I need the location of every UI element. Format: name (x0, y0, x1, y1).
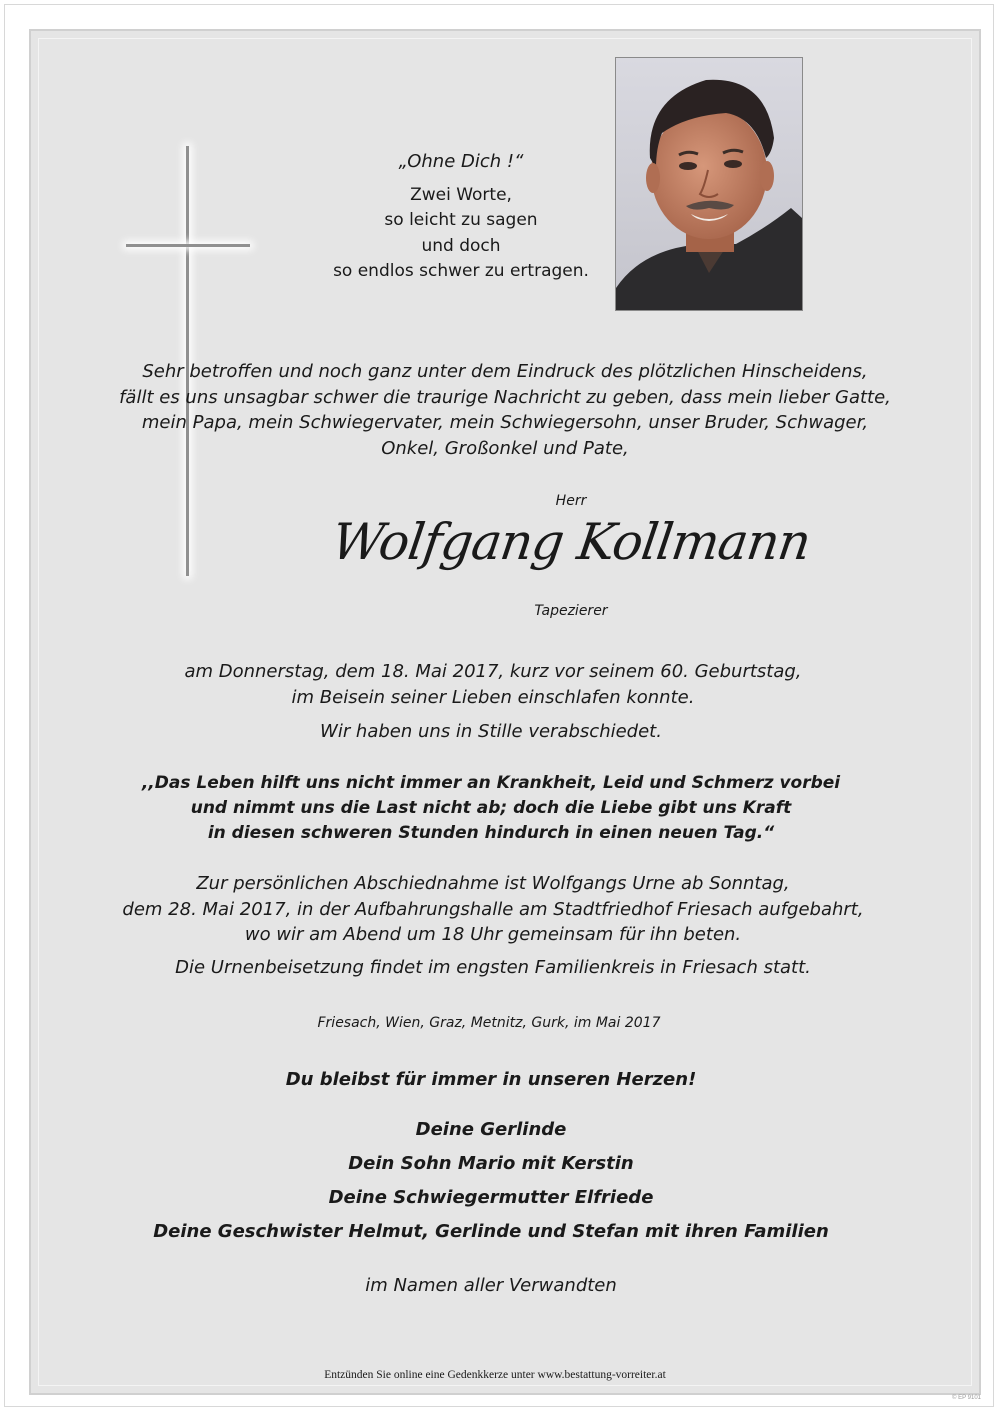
intro-line: Onkel, Großonkel und Pate, (381, 437, 629, 459)
mourner: Deine Schwiegermutter Elfriede (328, 1187, 654, 1208)
intro-line: mein Papa, mein Schwiegervater, mein Schwiegersohn, unser Bruder, Schwager, (141, 412, 869, 433)
urn-line: Zur persönlichen Abschiednahme ist Wolfgangs Urne ab Sonntag, (196, 873, 790, 894)
urn-line: dem 28. Mai 2017, in der Aufbahrungshalle am Stadtfriedhof Friesach aufgebahrt, (122, 898, 864, 920)
deceased-name: Wolfgang Kollmann (328, 513, 814, 571)
poem-line: und doch (421, 235, 501, 256)
poem (311, 149, 611, 285)
intro-line: fällt es uns unsagbar schwer die traurige Nachricht zu geben, dass mein lieber Gatte, (119, 386, 891, 408)
mourner: Dein Sohn Mario mit Kerstin (348, 1153, 634, 1174)
mourner: Deine Geschwister Helmut, Gerlinde und Stefan mit ihren Familien (153, 1221, 829, 1242)
poem-line: so endlos schwer zu ertragen. (333, 261, 589, 281)
salutation: Herr (555, 493, 587, 509)
portrait-illustration (616, 58, 802, 310)
obituary-card (29, 29, 981, 1395)
poem-quote: „Ohne Dich !“ (398, 151, 524, 172)
farewell-line: Wir haben uns in Stille verabschiedet. (320, 721, 662, 742)
intro-text (31, 359, 979, 461)
poem-line: so leicht zu sagen (384, 210, 538, 230)
outer-frame (4, 4, 994, 1407)
death-line: im Beisein seiner Lieben einschlafen konnte. (291, 686, 695, 708)
urn-line: wo wir am Abend um 18 Uhr gemeinsam für ihn beten. (244, 924, 742, 945)
places-date: Friesach, Wien, Graz, Metnitz, Gurk, im Mai 2017 (317, 1015, 661, 1031)
life-quote (17, 771, 965, 846)
mourners-list (17, 1113, 965, 1249)
quote-line: in diesen schweren Stunden hindurch in einen neuen Tag.“ (207, 823, 775, 843)
death-line: am Donnerstag, dem 18. Mai 2017, kurz vor seinem 60. Geburtstag, (184, 661, 802, 682)
intro-line: Sehr betroffen und noch ganz unter dem Eindruck des plötzlichen Hinscheidens, (142, 361, 868, 382)
death-notice (19, 659, 967, 710)
cross-horizontal-beam (126, 244, 250, 247)
urn-notice (19, 871, 967, 948)
quote-line: und nimmt uns die Last nicht ab; doch die Liebe gibt uns Kraft (190, 798, 792, 818)
footer-candle-link: Entzünden Sie online eine Gedenkkerze unter www.bestattung-vorreiter.at (324, 1369, 666, 1381)
portrait-photo (615, 57, 803, 311)
corner-code: © EP 9101 (952, 1395, 981, 1401)
mourner: Deine Gerlinde (415, 1119, 567, 1140)
poem-line: Zwei Worte, (410, 184, 512, 205)
occupation: Tapezierer (534, 603, 608, 619)
relatives-line: im Namen aller Verwandten (365, 1275, 617, 1296)
heart-line: Du bleibst für immer in unseren Herzen! (285, 1069, 697, 1090)
burial-line: Die Urnenbeisetzung findet im engsten Familienkreis in Friesach statt. (175, 957, 811, 978)
quote-line: ,,Das Leben hilft uns nicht immer an Krankheit, Leid und Schmerz vorbei (141, 773, 841, 793)
